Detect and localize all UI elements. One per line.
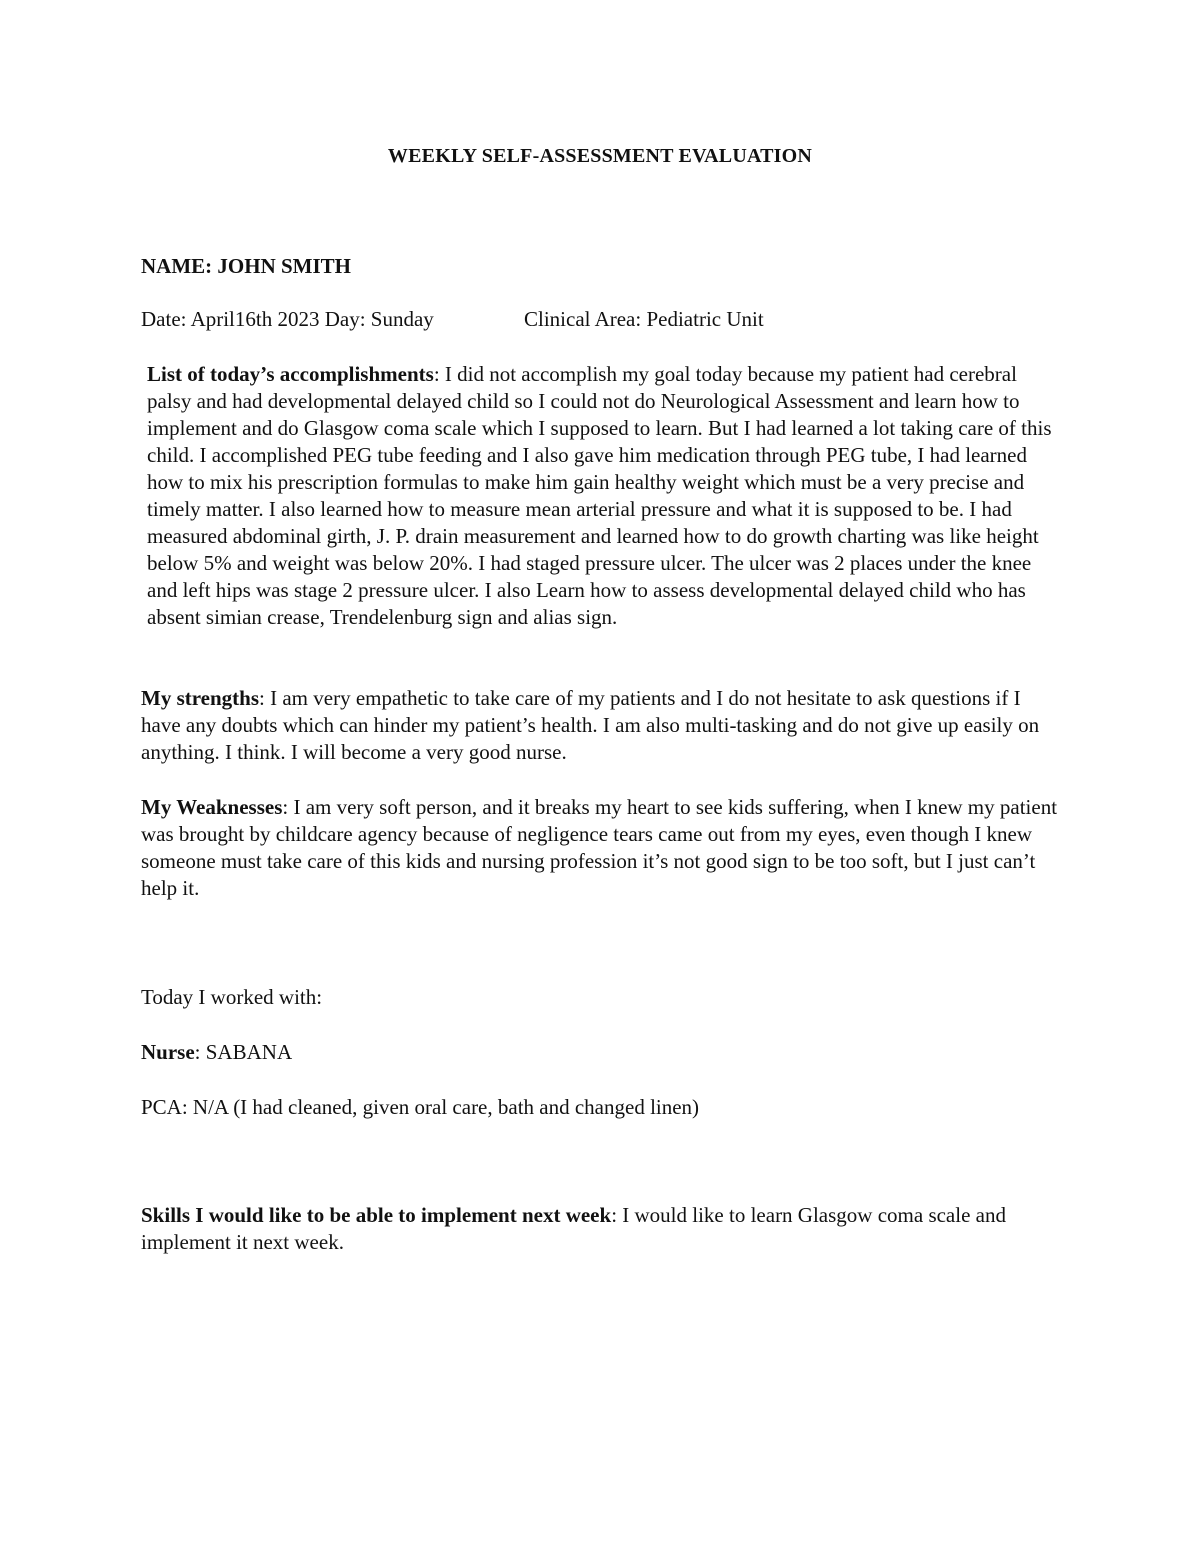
pca-line: PCA: N/A (I had cleaned, given oral care, bath and changed linen) bbox=[141, 1095, 700, 1119]
weaknesses-label: My Weaknesses bbox=[141, 795, 283, 819]
nurse-line bbox=[141, 1039, 292, 1066]
skills-label: Skills I would like to be able to implement next week bbox=[141, 1203, 612, 1227]
student-name: NAME: JOHN SMITH bbox=[141, 254, 351, 278]
accomplishments-text: : I did not accomplish my goal today because my patient had cerebral palsy and had developmental delayed child so I could not do Neurological Assessment and learn how to implement and do Glasgow coma scale which I supposed to learn. But I had learned a lot taking care of this child. I accomplished PEG tube feeding and I also gave him medication through PEG tube, I had learned how to mix his prescription formulas to make him gain healthy weight which must be a very precise and timely matter. I also learned how to measure mean arterial pressure and what it is supposed to be. I had measured abdominal girth, J. P. drain measurement and learned how to do growth charting was like height below 5% and weight was below 20%. I had staged pressure ulcer. The ulcer was 2 places under the knee and left hips was stage 2 pressure ulcer. I also Learn how to assess developmental delayed child who has absent simian crease, Trendelenburg sign and alias sign. bbox=[147, 362, 1052, 629]
nurse-value: : SABANA bbox=[194, 1040, 293, 1064]
nurse-label: Nurse bbox=[141, 1040, 195, 1064]
accomplishments-label: List of today’s accomplishments bbox=[147, 362, 434, 386]
weaknesses-paragraph bbox=[141, 794, 1063, 902]
document-title: WEEKLY SELF-ASSESSMENT EVALUATION bbox=[387, 145, 813, 167]
strengths-text: : I am very empathetic to take care of my patients and I do not hesitate to ask questions if I have any doubts which can hinder my patient’s health. I am also multi-tasking and do not give up easily on anything. I think. I will become a very good nurse. bbox=[141, 686, 1040, 764]
clinical-area: Clinical Area: Pediatric Unit bbox=[524, 307, 764, 331]
weaknesses-text: : I am very soft person, and it breaks my heart to see kids suffering, when I knew my patient was brought by childcare agency because of negligence tears came out from my eyes, even though I knew someone must take care of this kids and nursing profession it’s not good sign to be too soft, but I just can’t help it. bbox=[141, 795, 1058, 900]
worked-with-label: Today I worked with: bbox=[141, 985, 323, 1009]
skills-text: : I would like to learn Glasgow coma scale and implement it next week. bbox=[141, 1203, 1006, 1254]
accomplishments-paragraph bbox=[141, 361, 1063, 631]
skills-paragraph bbox=[141, 1202, 1063, 1256]
strengths-label: My strengths bbox=[141, 686, 260, 710]
date-day: Date: April16th 2023 Day: Sunday bbox=[141, 307, 434, 331]
strengths-paragraph bbox=[141, 685, 1063, 766]
